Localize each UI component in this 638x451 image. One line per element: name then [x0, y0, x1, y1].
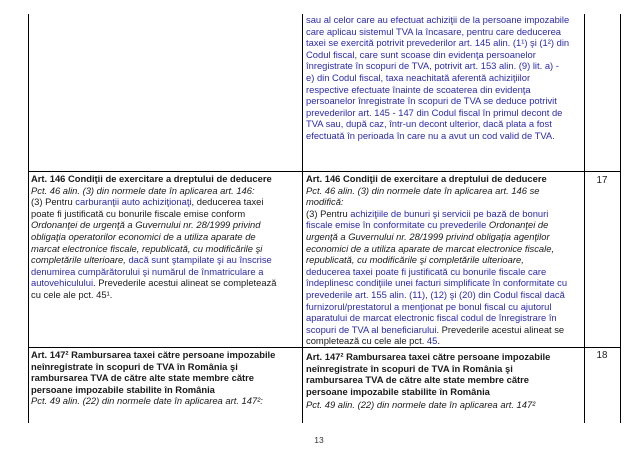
article-title: Art. 146 Condiţii de exercitare a dreptului de deducere — [306, 173, 547, 184]
text-line — [306, 208, 581, 220]
highlighted-text: carburanţii auto achiziţionaţi — [75, 196, 192, 208]
text-line: marcat electronice fiscale, republicată, cu modificările şi — [31, 242, 263, 254]
article-reference: modifică: — [306, 196, 344, 208]
text-run: . — [437, 335, 440, 347]
highlighted-text: îndeplinesc condiţiile unei facturi simplificate în conformitate cu — [306, 277, 568, 289]
table-border-right — [620, 14, 621, 423]
art146-old-cell — [31, 173, 299, 301]
text-line: poate fi justificată cu bonurile fiscale emise conform — [31, 207, 246, 219]
text-line — [306, 324, 581, 336]
highlighted-text: prevederile art. 155 alin. (11), (12) şi (20) din Codul fiscal dacă — [306, 288, 565, 300]
text-line — [31, 277, 299, 289]
text-line: Codul fiscal, care sunt scoase din evidenţa persoanelor — [306, 48, 536, 60]
art147-old-cell — [31, 349, 299, 407]
highlighted-text: autovehiculului — [31, 277, 94, 289]
text-run: , deducerea taxei — [191, 196, 264, 208]
text-line — [31, 254, 299, 266]
art146-new-cell — [306, 173, 581, 347]
article-title: rambursarea TVA de către alte state membre către — [31, 372, 255, 384]
text-run: Ordonanţei de — [488, 219, 549, 231]
article-title: Art. 147² Rambursarea taxei către persoane impozabile — [306, 351, 551, 362]
text-line: republicată, cu modificările şi completările ulterioare, — [306, 254, 524, 266]
highlighted-text: dacă sunt ştampilate şi au înscrise — [128, 254, 272, 266]
article-title: persoane impozabile stabilite în România — [31, 383, 215, 395]
text-line: Ordonanţei de urgenţă a Guvernului nr. 28/1999 privind — [31, 219, 261, 231]
text-run: (3) Pentru — [306, 207, 351, 219]
text-line: TVA sau, după caz, într-un decont ulterior, dacă plata a fost — [306, 118, 552, 130]
text-line: persoanelor înregistrate în scopuri de TVA se deduce potrivit — [306, 95, 557, 107]
article-reference: Pct. 46 alin. (3) din normele date în aplicarea art. 146 se — [306, 184, 540, 196]
text-line: prevederilor art. 145 - 147 din Codul fiscal în primul decont de — [306, 106, 563, 118]
text-line: respective efectuate înainte de scoaterea din evidenţa — [306, 83, 531, 95]
text-line: urgenţă a Guvernului nr. 28/1999 privind obligaţia agenţilor — [306, 230, 550, 242]
text-line: economici de a utiliza aparate de marcat electronice fiscale, — [306, 242, 555, 254]
text-line — [306, 219, 581, 231]
article-title: neînregistrate în scopuri de TVA în România şi — [306, 362, 513, 374]
text-line — [31, 196, 299, 208]
highlighted-text: fiscale emise în conformitate cu prevederile — [306, 219, 489, 231]
text-line — [306, 335, 581, 347]
table-border-right-inner — [584, 14, 585, 423]
text-run: . Prevederile acestui alineat se completează — [93, 277, 277, 289]
art147-new-cell — [306, 351, 581, 411]
highlighted-text: achiziţiile de bunuri şi servicii pe bază de bonuri — [350, 207, 549, 219]
text-run: . Prevederile acestui alineat se — [436, 323, 565, 335]
text-line: înregistrate în scopuri de TVA, potrivit art. 153 alin. (9) lit. a) - — [306, 60, 559, 72]
row-number: 17 — [596, 175, 608, 186]
text-line: sau al celor care au efectuat achiziţii de la persoane impozabile — [306, 14, 570, 25]
highlighted-text: aparatului de marcat electronic fiscal codul de înregistrare în — [306, 312, 557, 324]
article-reference: Pct. 46 alin. (3) din normele date în aplicarea art. 146: — [31, 184, 255, 196]
article-title: rambursarea TVA de către alte state membre către — [306, 374, 530, 386]
article-reference: Pct. 49 alin. (22) din normele date în aplicarea art. 147² — [306, 399, 536, 411]
article-title: persoane impozabile stabilite în România — [306, 385, 490, 397]
table-border-middle — [302, 14, 303, 423]
top-right-cell — [306, 14, 581, 142]
highlighted-text: furnizorul/prestatorul a menţionat pe bonul fiscal cu ajutorul — [306, 300, 552, 312]
article-reference: Pct. 49 alin. (22) din normele date în aplicarea art. 147²: — [31, 395, 263, 407]
page-number: 13 — [314, 435, 324, 445]
highlighted-text: 45 — [426, 335, 438, 347]
text-run: completările ulterioare, — [31, 254, 129, 266]
text-line: obligaţia operatorilor economici de a utiliza aparate de — [31, 230, 256, 242]
article-title: Art. 147² Rambursarea taxei către persoane impozabile — [31, 349, 276, 360]
text-line: care aplicau sistemul TVA la încasare, pentru care deducerea — [306, 25, 561, 37]
text-run: completează cu cele ale pct. — [306, 335, 427, 347]
row-divider — [28, 347, 621, 348]
row-number: 18 — [596, 350, 608, 361]
text-line: e) din Codul fiscal, taxa neachitată aferentă achiziţiilor — [306, 71, 531, 83]
article-title: Art. 146 Condiţii de exercitare a dreptului de deducere — [31, 173, 272, 184]
article-title: neînregistrate în scopuri de TVA în România şi — [31, 360, 238, 372]
text-line: taxei se exercită potrivit prevederilor art. 145 alin. (1¹) şi (1²) din — [306, 37, 570, 49]
text-run: (3) Pentru — [31, 196, 76, 208]
text-line: efectuată în perioada în care nu a avut un cod valid de TVA. — [306, 129, 555, 141]
table-border-left — [28, 14, 29, 423]
highlighted-text: denumirea cumpărătorului şi numărul de înmatriculare a — [31, 265, 264, 277]
highlighted-text: scopuri de TVA al beneficiarului — [306, 323, 437, 335]
highlighted-text: deducerea taxei poate fi justificată cu bonurile fiscale care — [306, 265, 547, 277]
row-divider — [28, 171, 621, 172]
text-line: cu cele ale pct. 45¹. — [31, 288, 113, 300]
